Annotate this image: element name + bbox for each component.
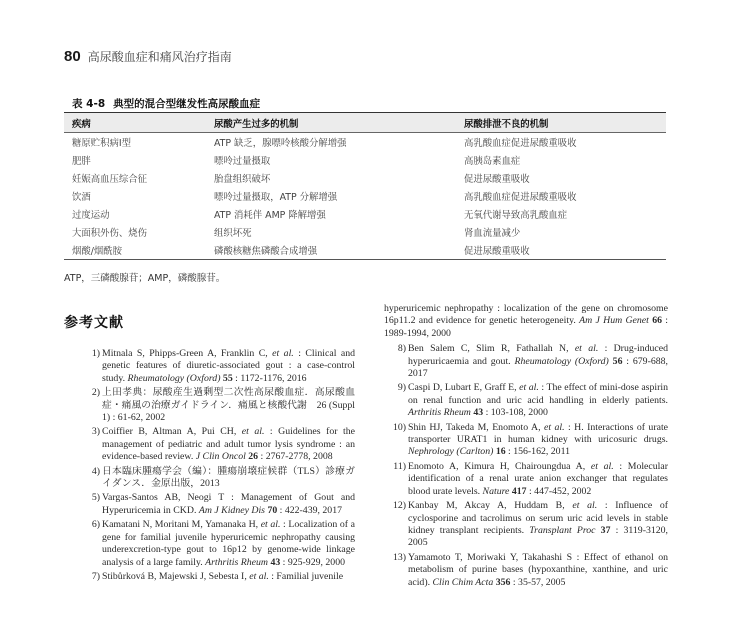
reference-entry [80, 492, 355, 517]
reference-text: : Localization of a gene for familial juvenile hyperuricemic nephropathy causing underexcretion-type gout to 16p12 by genome-wide linkage analysis of a large family. [102, 519, 355, 568]
reference-entry [384, 343, 668, 380]
references-heading: 参考文献 [64, 315, 124, 331]
table-cell: ATP 消耗伴 AMP 降解增强 [214, 210, 326, 221]
page-number: 80 [64, 48, 81, 65]
reference-number: 12) [392, 500, 406, 512]
journal-name: Rheumatology (Oxford) [127, 372, 221, 384]
references-left-column [80, 348, 355, 585]
reference-number: 3) [91, 426, 100, 438]
volume-number: 37 [600, 524, 611, 536]
page-range: : 1989-1994, 2000 [384, 315, 669, 339]
volume-number: 16 [495, 446, 506, 458]
reference-continuation-text: hyperuricemic nephropathy : localization of the gene on chromosome 16p11.2 and evidence for genetic heterogeneity. [384, 303, 668, 327]
table-row [64, 169, 666, 187]
table-cell: 肥胖 [72, 156, 91, 167]
reference-authors: Coiffier B, Altman A, Pui CH, [102, 426, 242, 438]
reference-text: 日本臨床腫瘍学会（編）：腫瘍崩壊症候群（TLS）診療ガイダンス．金原出版，2013 [102, 465, 355, 490]
volume-number: 55 [222, 372, 233, 384]
table-cell: 促进尿酸重吸收 [456, 241, 666, 260]
references-right-column [384, 303, 668, 591]
volume-number: 43 [473, 407, 484, 419]
reference-authors: Stibůrková B, Majewski J, Sebesta I, [102, 570, 250, 582]
reference-text: : Molecular identification of a renal urate anion exchanger that regulates blood urate levels. [408, 460, 668, 497]
reference-authors: Ben Salem C, Slim R, Fathallah N, [408, 343, 575, 355]
table-cell: 饮酒 [72, 192, 91, 203]
table-cell: 高乳酸血症促进尿酸重吸收 [464, 138, 577, 149]
column-header: 尿酸产生过多的机制 [206, 113, 456, 133]
page-header [64, 48, 232, 68]
volume-number: 70 [267, 504, 278, 516]
reference-number: 5) [91, 492, 100, 504]
reference-text: : H. Interactions of urate transporter URAT1 in human kidney with uricosuric drugs. [408, 421, 669, 446]
page-range: : 2767-2778, 2008 [258, 451, 333, 463]
page-range: : 679-688, 2017 [408, 355, 668, 380]
reference-authors: Yamamoto T, Moriwaki Y, Takahashi S : Effect of ethanol on metabolism of purine bases (hypoxanthine, xanthine, and uric acid). [408, 551, 668, 588]
page-range: : 103-108, 2000 [483, 407, 548, 419]
table-cell: 妊娠高血压综合征 [72, 174, 148, 185]
reference-text: : Guidelines for the management of pediatric and adult tumor lysis syndrome : an evidence-based review. [102, 426, 355, 463]
column-header: 尿酸排泄不良的机制 [456, 113, 666, 133]
table-header-row [64, 113, 666, 133]
reference-entry [80, 519, 355, 569]
reference-number: 11) [393, 460, 406, 472]
reference-number: 9) [397, 382, 406, 394]
reference-text: : The effect of mini-dose aspirin on renal function and uric acid handling in elderly patients. [408, 382, 668, 406]
table-row [64, 223, 666, 241]
reference-authors: Mitnala S, Phipps-Green A, Franklin C, [102, 348, 273, 359]
page-range: : 422-439, 2017 [277, 504, 342, 516]
table-cell: 高胰岛素血症 [464, 156, 521, 167]
journal-name: Am J Hum Genet [579, 315, 649, 327]
page-range: : 925-929, 2000 [280, 556, 345, 568]
table-cell: 糖原贮积病Ⅰ型 [72, 138, 132, 149]
reference-text: : Clinical and genetic features of diuretic-associated gout : a case-control study. [102, 348, 356, 384]
journal-name: Arthritis Rheum [205, 556, 268, 568]
reference-number: 7) [91, 570, 100, 582]
table-cell: 大面积外伤、烧伤 [72, 228, 148, 239]
journal-name: Am J Kidney Dis [198, 504, 265, 516]
reference-entry [384, 461, 668, 498]
table-footnote: ATP，三磷酸腺苷；AMP，磷酸腺苷。 [64, 273, 226, 284]
et-al: et al. [543, 421, 565, 433]
page-range: : 156-162, 2011 [505, 446, 571, 458]
table-cell: 胎盘组织破坏 [214, 174, 271, 185]
et-al: et al. [574, 343, 599, 355]
table-row [64, 205, 666, 223]
reference-continuation [384, 303, 668, 340]
volume-number: 417 [511, 485, 527, 497]
reference-entry [384, 382, 668, 419]
et-al: et al. [260, 519, 281, 531]
table-cell: 烟酸/烟酰胺 [64, 241, 206, 260]
table-title: 典型的混合型继发性高尿酸血症 [113, 98, 261, 110]
column-header: 疾病 [64, 113, 206, 133]
table-label: 表 4-8 [72, 98, 106, 110]
volume-number: 356 [495, 576, 511, 588]
reference-entry [80, 571, 355, 583]
reference-entry [80, 348, 355, 385]
journal-name: Transplant Proc [529, 524, 596, 536]
et-al: et al. [249, 570, 269, 582]
table-cell: 肾血流量减少 [464, 228, 521, 239]
journal-name: Clin Chim Acta [432, 576, 494, 588]
reference-number: 8) [397, 343, 406, 355]
volume-number: 66 [652, 315, 662, 327]
table-cell: 组织坏死 [214, 228, 252, 239]
table-cell: 高乳酸血症促进尿酸重吸收 [464, 192, 577, 203]
reference-number: 10) [392, 421, 406, 433]
et-al: et al. [590, 460, 614, 472]
reference-text: : Familial juvenile [268, 570, 344, 582]
reference-authors: Kanbay M, Akcay A, Huddam B, [408, 500, 573, 512]
table-caption [72, 96, 260, 111]
reference-number: 4) [91, 465, 100, 477]
reference-entry [80, 387, 355, 424]
table-row [64, 133, 666, 152]
reference-number: 2) [91, 387, 100, 399]
reference-authors: Enomoto A, Kimura H, Chairoungdua A, [408, 460, 591, 472]
page-range: : 35-57, 2005 [510, 576, 566, 588]
et-al: et al. [272, 348, 294, 359]
reference-entry [384, 500, 668, 550]
table-cell: 磷酸核糖焦磷酸合成增强 [206, 241, 456, 260]
reference-authors: Vargas-Santos AB, Neogi T : Management of Gout and Hyperuricemia in CKD. [102, 492, 355, 516]
reference-text: 上田孝典：尿酸産生過剰型二次性高尿酸血症．高尿酸血症・痛風の治療ガイドライン．痛風と核酸代謝 26 (Suppl 1) : 61-62, 2002 [102, 387, 355, 424]
reference-entry [384, 552, 668, 589]
journal-name: Arthritis Rheum [408, 407, 471, 419]
reference-text: : Drug-induced hyperuricaemia and gout. [408, 343, 669, 367]
et-al: et al. [572, 500, 598, 512]
reference-text: : Influence of cyclosporine and tacrolimus on serum uric acid levels in stable kidney transplant recipients. [408, 500, 669, 536]
reference-authors: Caspi D, Lubart E, Graff E, [408, 382, 520, 394]
journal-name: Nature [482, 485, 510, 497]
reference-authors: Kamatani N, Moritani M, Yamanaka H, [102, 519, 261, 531]
reference-entry [80, 466, 355, 491]
running-title: 高尿酸血症和痛风治疗指南 [87, 50, 232, 64]
et-al: et al. [241, 426, 265, 438]
table-cell: 促进尿酸重吸收 [464, 174, 530, 185]
page-range: : 3119-3120, 2005 [408, 524, 668, 549]
table-row [64, 241, 666, 260]
journal-name: J Clin Oncol [195, 451, 246, 463]
reference-entry [80, 426, 355, 463]
table-cell: 嘌呤过量摄取，ATP 分解增强 [214, 192, 338, 203]
reference-number: 13) [392, 551, 406, 563]
journal-name: Nephrology (Carlton) [408, 446, 494, 458]
table-cell: 过度运动 [72, 210, 110, 221]
data-table [64, 112, 666, 260]
reference-entry [384, 422, 668, 459]
reference-number: 1) [91, 348, 100, 359]
volume-number: 43 [270, 556, 281, 568]
journal-name: Rheumatology (Oxford) [514, 355, 609, 367]
table-row [64, 151, 666, 169]
table-cell: ATP 缺乏，腺嘌呤核酸分解增强 [214, 138, 347, 149]
reference-number: 6) [91, 519, 100, 531]
page-range: : 447-452, 2002 [526, 485, 592, 497]
volume-number: 26 [248, 451, 259, 463]
reference-authors: Shin HJ, Takeda M, Enomoto A, [408, 421, 544, 433]
volume-number: 56 [612, 355, 623, 367]
table-cell: 嘌呤过量摄取 [214, 156, 271, 167]
et-al: et al. [519, 382, 539, 394]
page-range: : 1172-1176, 2016 [232, 372, 307, 384]
table-row [64, 187, 666, 205]
table-cell: 无氧代谢导致高乳酸血症 [464, 210, 568, 221]
